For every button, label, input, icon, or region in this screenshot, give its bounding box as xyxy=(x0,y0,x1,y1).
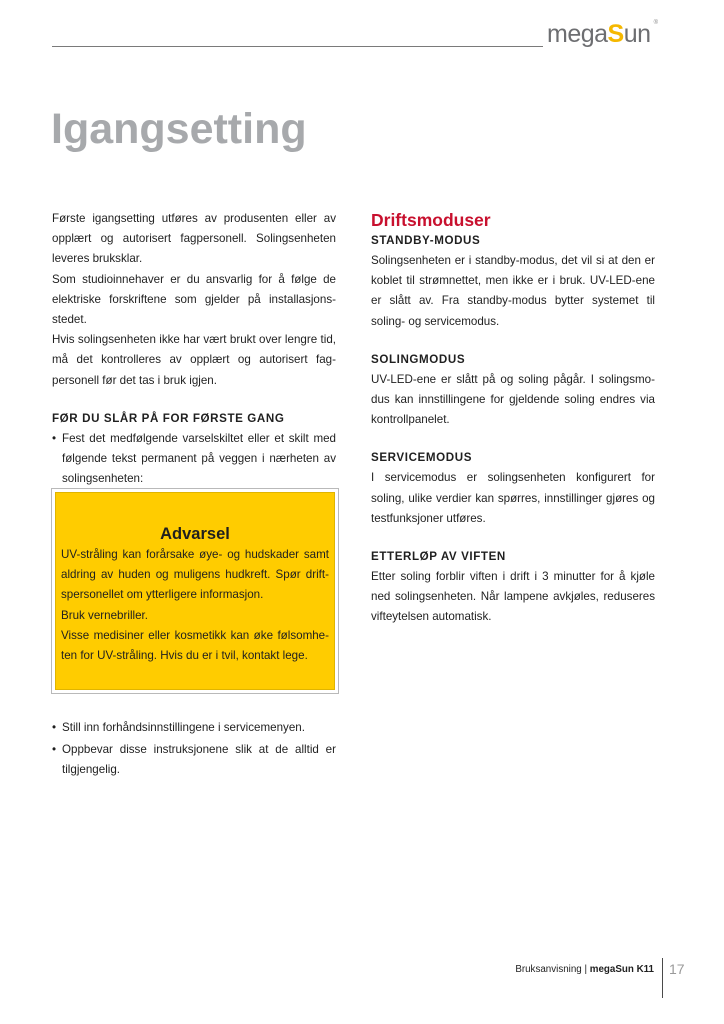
mode-heading-service: SERVICEMODUS xyxy=(371,451,473,465)
mode-text-standby: Solingsenheten er i standby-modus, det vil si at den er koblet til strømnettet, men ikke er i bruk. UV-LED-ene er slått av. Fra standby-modus bytter systemet til soling- og servicemodus. xyxy=(371,254,655,328)
page-number: 17 xyxy=(669,961,685,977)
mode-text-service: I servicemodus er solingsenheten konfigurert for soling, ulike verdier kan spørres, innstillinger gjøres og testfunksjoner utføres. xyxy=(371,471,655,525)
mode-text-tanning: UV-LED-ene er slått på og soling pågår. I solingsmodus kan innstillingene for gjeldende soling endres via kontrollpanelet. xyxy=(371,372,655,427)
warning-line-goggles: Bruk vernebriller. xyxy=(61,608,148,622)
left-column xyxy=(52,209,336,489)
warning-title: Advarsel xyxy=(160,525,230,543)
footer-product: megaSun K11 xyxy=(589,964,654,975)
right-column xyxy=(371,209,655,628)
footer-divider xyxy=(662,958,663,998)
intro-paragraph-1: Første igangsetting utføres av produsenten eller av opplært og autorisert fagpersonell. Solingsenheten leveres bruksklar. xyxy=(52,212,336,266)
mode-heading-tanning: SOLINGMODUS xyxy=(371,352,466,366)
mode-heading-standby: STANDBY-MODUS xyxy=(371,234,481,247)
first-time-heading: FØR DU SLÅR PÅ FOR FØRSTE GANG xyxy=(52,411,285,425)
mode-text-fan-overrun: Etter soling forblir viften i drift i 3 minutter for å kjøle ned solingsenheten. Når lampene avkjøles, reduseres vifteytelsen automatisk. xyxy=(371,570,655,624)
registered-mark: ® xyxy=(653,20,658,26)
logo-sun-s: S xyxy=(607,20,624,48)
warning-line-uv: UV-stråling kan forårsake øye- og hudskader samt aldring av huden og muligens hudkreft. Spør driftspersonellet om ytterligere informasjon. xyxy=(61,548,329,602)
warning-box-inner xyxy=(55,492,335,690)
footer-separator: | xyxy=(581,964,590,975)
after-warning-list xyxy=(52,718,336,781)
logo-text-suffix: un xyxy=(623,20,651,48)
page-title: Igangsetting xyxy=(51,105,307,153)
footer-doc-type: Bruksanvisning xyxy=(515,964,582,975)
logo-text-prefix: mega xyxy=(547,20,608,48)
first-time-bullet: • Fest det medfølgende varselskiltet eller et skilt med følgende tekst permanent på veggen i nærheten av solingsenheten: xyxy=(52,429,336,490)
bullet-presets: • Still inn forhåndsinnstillingene i servicemenyen. xyxy=(52,718,336,738)
footer-doc-info xyxy=(515,964,654,975)
section-title-operating-modes: Driftsmoduser xyxy=(371,210,491,230)
header-rule xyxy=(52,46,543,47)
warning-line-medicine: Visse medisiner eller kosmetikk kan øke følsomheten for UV-stråling. Hvis du er i tvil, kontakt lege. xyxy=(61,628,329,663)
intro-paragraph-2: Som studioinnehaver er du ansvarlig for å følge de elektriske forskriftene som gjelder på installasjonsstedet. xyxy=(52,272,336,327)
intro-paragraph-3: Hvis solingsenheten ikke har vært brukt over lengre tid, må det kontrolleres av opplært og autorisert fagpersonell før det tas i bruk igjen. xyxy=(52,333,336,387)
bullet-keep-instructions: • Oppbevar disse instruksjonene slik at de alltid er tilgjengelig. xyxy=(52,740,336,780)
megasun-logo xyxy=(547,20,658,48)
mode-heading-fan-overrun: ETTERLØP AV VIFTEN xyxy=(371,550,506,564)
warning-box xyxy=(51,488,339,694)
